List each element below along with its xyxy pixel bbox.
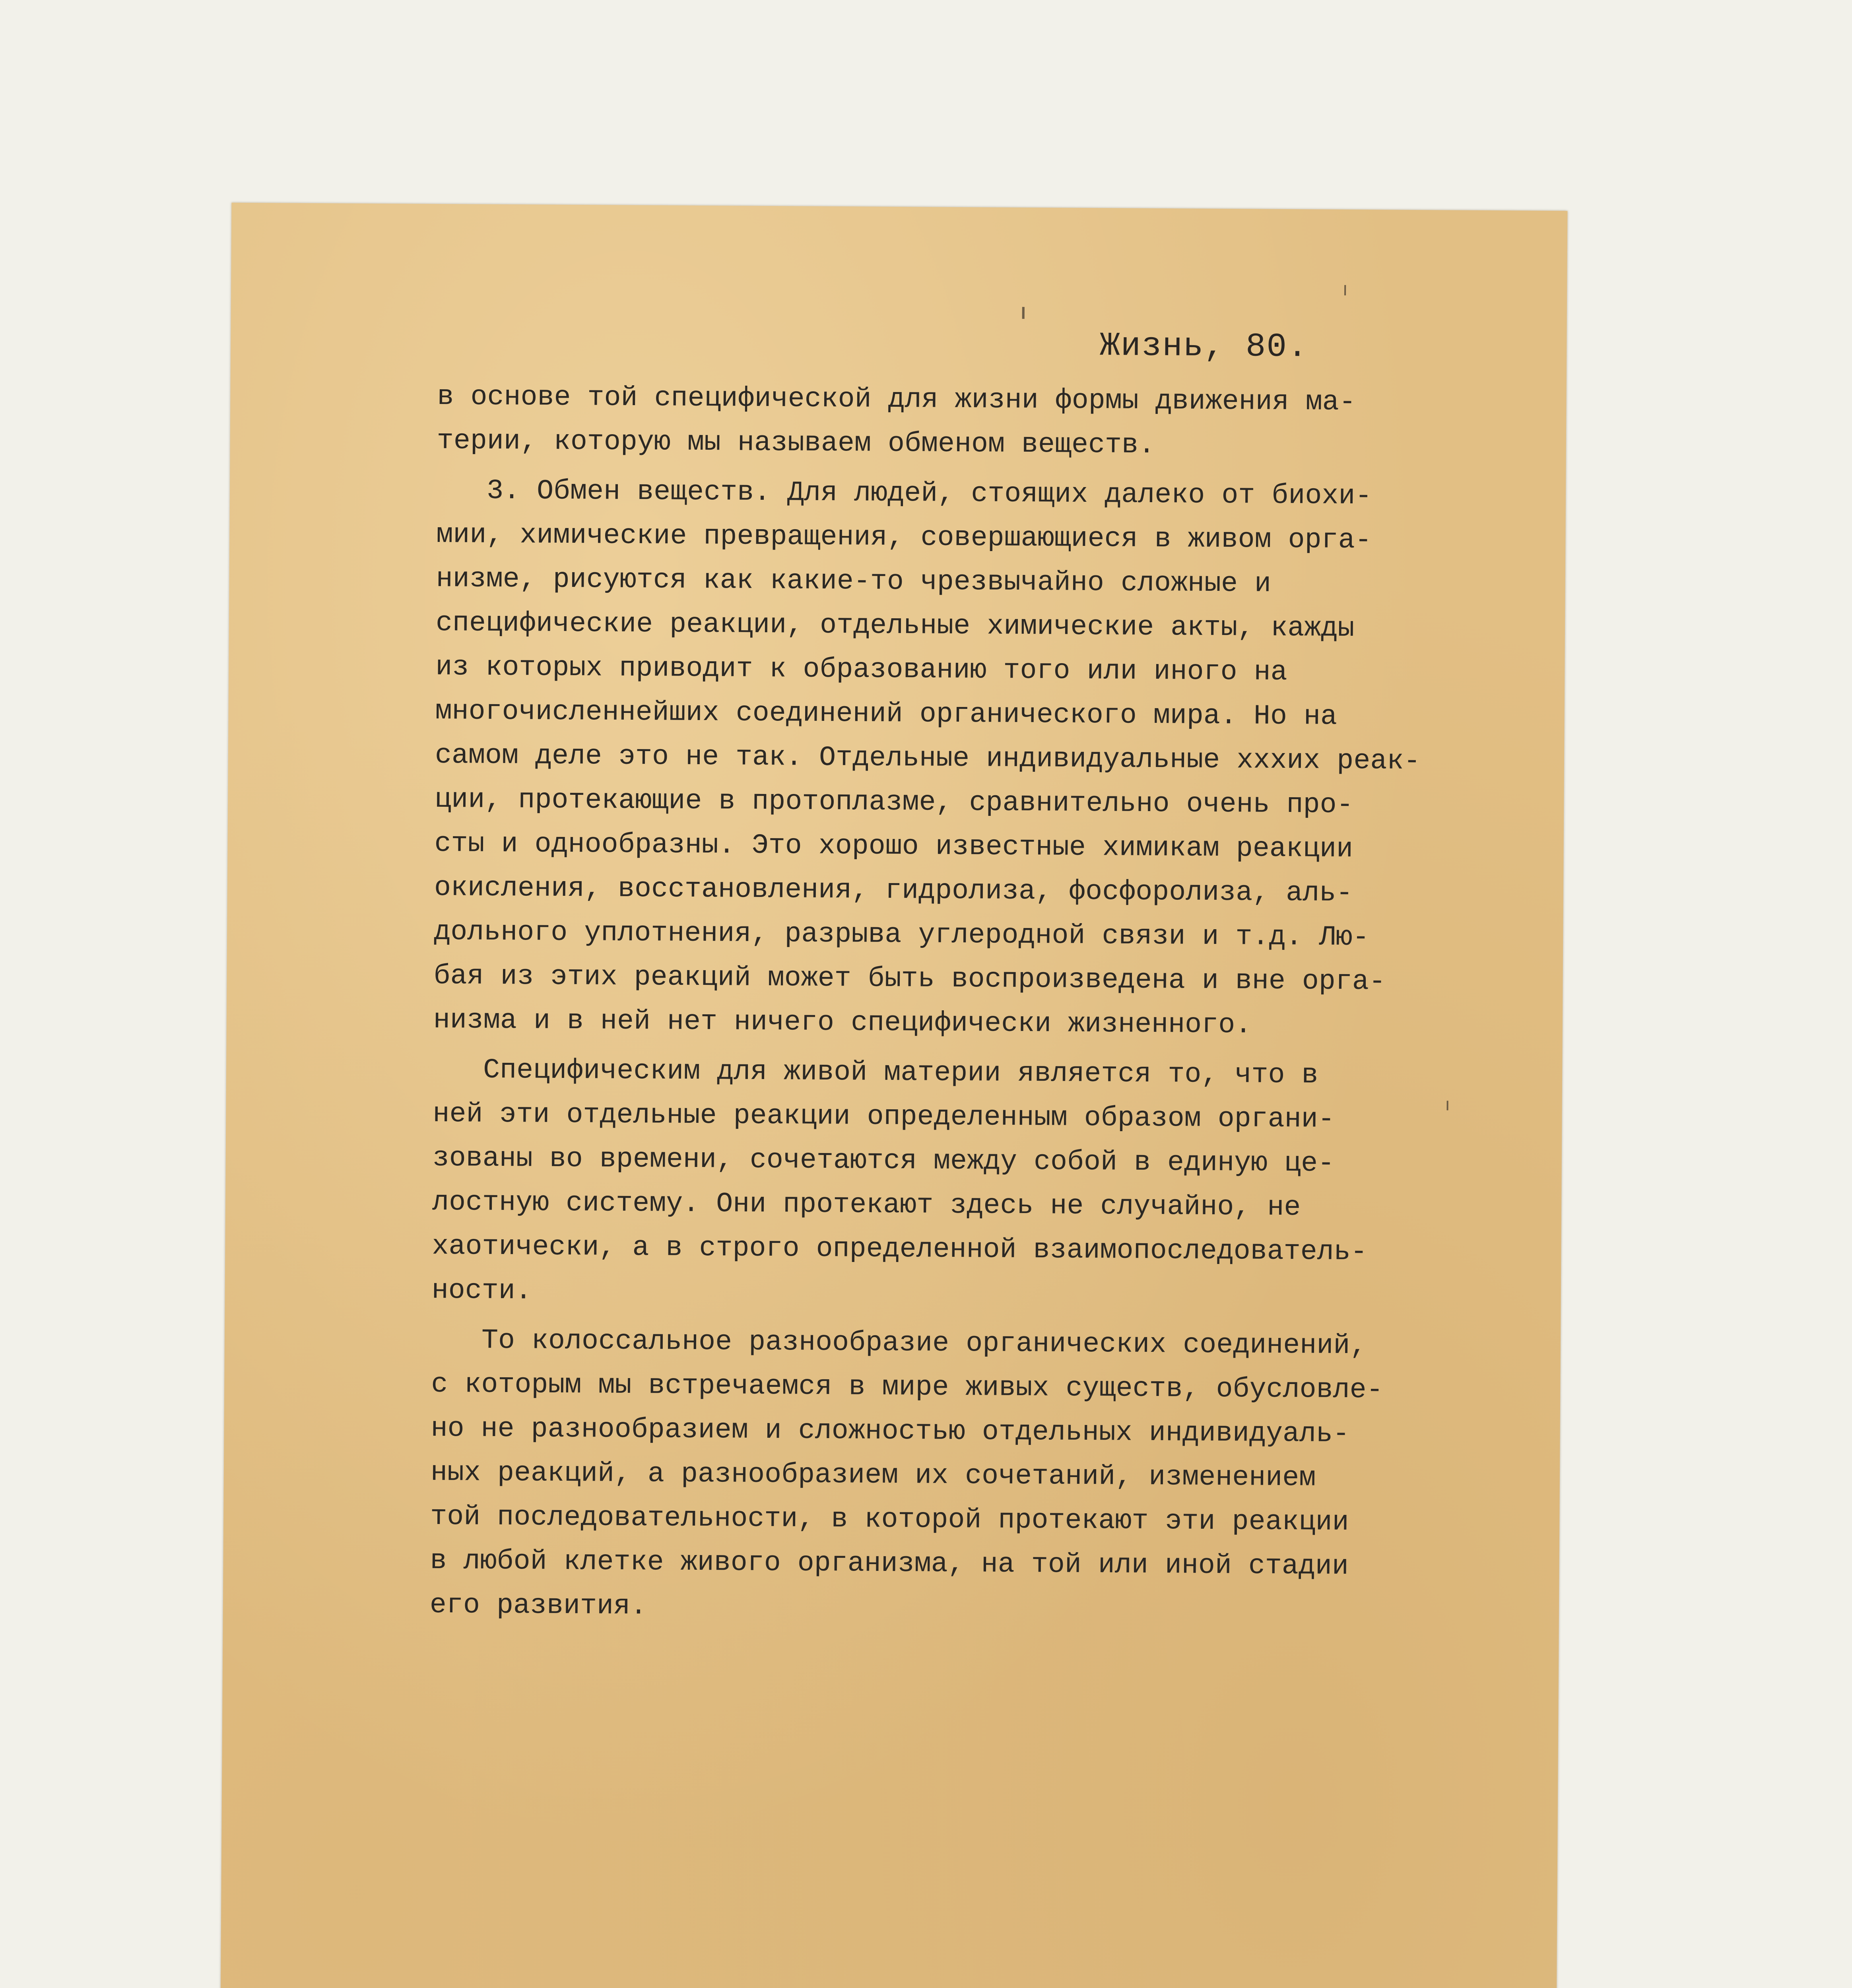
text-line: в основе той специфической для жизни формы движения ма- [437,381,1356,419]
text-line: хаотически, а в строго определенной взаимопоследователь- [432,1231,1368,1268]
text-line: ных реакций, а разнообразием их сочетаний, изменением [430,1457,1316,1494]
ink-speck [1344,285,1346,295]
text-line: дольного уплотнения, разрыва углеродной связи и т.д. Лю- [434,916,1369,954]
text-line: низме, рисуются как какие-то чрезвычайно сложные и [436,563,1272,600]
text-line: многочисленнейших соединений органического мира. Но на [435,695,1338,733]
text-line: 3. Обмен веществ. Для людей, стоящих далеко от биохи- [436,475,1372,513]
text-line: в любой клетке живого организма, на той или иной стадии [430,1545,1349,1583]
text-line: специфические реакции, отдельные химические акты, кажды [435,607,1355,645]
text-line: лостную систему. Они протекают здесь не случайно, не [432,1186,1301,1224]
text-line: Специфическим для живой материи является то, что в [433,1054,1318,1091]
text-line: его развития. [429,1589,647,1623]
text-line: самом деле это не так. Отдельные индивидуальные хххих реак- [435,740,1421,778]
text-line: из которых приводит к образованию того или иного на [435,651,1287,689]
paragraph-4 [430,1318,1394,1633]
body-text [429,375,1421,1633]
paragraph-1 [437,375,1399,469]
text-line: с которым мы встречаемся в мире живых существ, обусловле- [431,1369,1383,1406]
text-line: той последовательности, в которой протекают эти реакции [430,1501,1349,1539]
text-line: сты и однообразны. Это хорошо известные химикам реакции [434,828,1353,866]
ink-speck [1022,307,1025,319]
text-line: низма и в ней нет ничего специфически жизненного. [433,1004,1252,1041]
ink-speck [1447,1101,1448,1110]
paragraph-3 [431,1048,1395,1319]
text-line: терии, которую мы называем обменом веществ. [437,425,1155,461]
text-line: То колоссальное разнообразие органических соединений, [431,1324,1367,1362]
typewritten-page [220,203,1568,1988]
text-line: бая из этих реакций может быть воспроизведена и вне орга- [433,960,1386,998]
text-line: ности. [431,1275,532,1307]
text-line: но не разнообразием и сложностью отдельных индивидуаль- [431,1413,1350,1450]
text-line: мии, химические превращения, совершающиеся в живом орга- [436,519,1372,557]
text-line: ней эти отдельные реакции определенным образом органи- [433,1098,1335,1136]
text-line: ции, протекающие в протоплазме, сравнительно очень про- [435,784,1353,821]
page-number: Жизнь, 80. [1099,327,1308,367]
text-line: окисления, восстановления, гидролиза, фосфоролиза, аль- [434,872,1353,910]
text-line: зованы во времени, сочетаются между собой в единую це- [432,1142,1335,1180]
paragraph-2 [433,469,1421,1048]
